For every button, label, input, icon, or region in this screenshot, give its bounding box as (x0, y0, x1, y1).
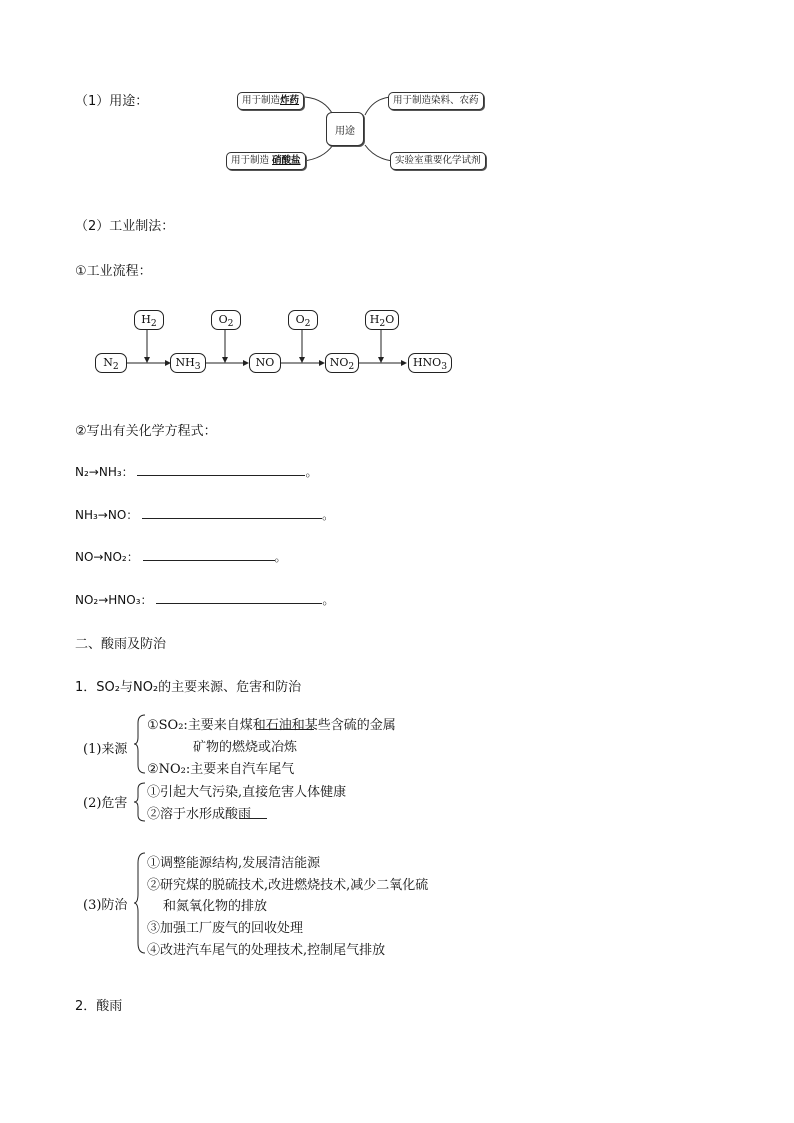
equation-label: NO₂→HNO₃： (75, 593, 153, 607)
equations-heading: ②写出有关化学方程式： (75, 424, 217, 439)
source-label: (1)来源 (83, 742, 128, 757)
underline-acid-rain (239, 818, 267, 819)
answer-blank[interactable] (156, 591, 322, 604)
equation-row: N₂→NH₃： 。 (75, 465, 318, 479)
prevent-item-3: ③加强工厂废气的回收处理 (147, 921, 304, 936)
prevent-item-2-cont: 和氮氧化物的排放 (163, 899, 268, 914)
equation-row: NO₂→HNO₃： 。 (75, 593, 335, 607)
chain-n2: $N_2$ (95, 353, 127, 373)
source-item-no2: ②NO₂:主要来自汽车尾气 (147, 762, 295, 777)
equation-label: NO→NO₂： (75, 550, 139, 564)
chain-no: NO (249, 353, 281, 373)
equation-label: NH₃→NO： (75, 508, 139, 522)
mindmap-node-explosives: 用于制造炸药 (237, 92, 304, 110)
underline-coal-oil (256, 729, 314, 730)
reagent-h2o: $H_2O$ (365, 310, 399, 330)
chain-hno3: $HNO_3$ (408, 353, 452, 373)
answer-blank[interactable] (143, 548, 275, 561)
mindmap-node-dyes: 用于制造染料、农药 (388, 92, 484, 110)
flow-heading: ①工业流程： (75, 264, 152, 279)
prevent-item-1: ①调整能源结构,发展清洁能源 (147, 856, 321, 871)
sub-heading-2: 2．酸雨 (75, 999, 123, 1014)
brace-icon (133, 781, 147, 823)
mindmap-center: 用途 (326, 112, 364, 146)
prevent-item-4: ④改进汽车尾气的处理技术,控制尾气排放 (147, 943, 386, 958)
equation-row: NH₃→NO： 。 (75, 508, 335, 522)
chain-no2: $NO_2$ (325, 353, 359, 373)
harm-item-pollution: ①引起大气污染,直接危害人体健康 (147, 785, 347, 800)
equation-row: NO→NO₂： 。 (75, 550, 287, 564)
sub-heading-1: 1．SO₂与NO₂的主要来源、危害和防治 (75, 680, 302, 695)
brace-icon (133, 851, 147, 955)
harm-item-acid-rain: ②溶于水形成酸雨 (147, 807, 252, 822)
chain-nh3: $NH_3$ (170, 353, 206, 373)
brace-icon (133, 713, 147, 775)
answer-blank[interactable] (137, 463, 305, 476)
harm-label: (2)危害 (83, 796, 128, 811)
uses-heading: （1）用途： (75, 94, 149, 109)
mindmap-node-nitrates: 用于制造 硝酸盐 (226, 152, 306, 170)
mindmap-node-reagent: 实验室重要化学试剂 (390, 152, 486, 170)
industrial-heading: （2）工业制法： (75, 219, 175, 234)
source-item-so2: ①SO₂:主要来自煤和石油和某些含硫的金属 (147, 718, 396, 733)
acid-rain-heading: 二、酸雨及防治 (75, 637, 167, 652)
reagent-o2-b: $O_2$ (288, 310, 318, 330)
equation-label: N₂→NH₃： (75, 465, 134, 479)
prevent-label: (3)防治 (83, 898, 128, 913)
source-item-so2-cont: 矿物的燃烧或冶炼 (193, 740, 298, 755)
answer-blank[interactable] (142, 506, 322, 519)
prevent-item-2: ②研究煤的脱硫技术,改进燃烧技术,减少二氧化硫 (147, 878, 429, 893)
reagent-h2: $H_2$ (134, 310, 164, 330)
reagent-o2-a: $O_2$ (211, 310, 241, 330)
